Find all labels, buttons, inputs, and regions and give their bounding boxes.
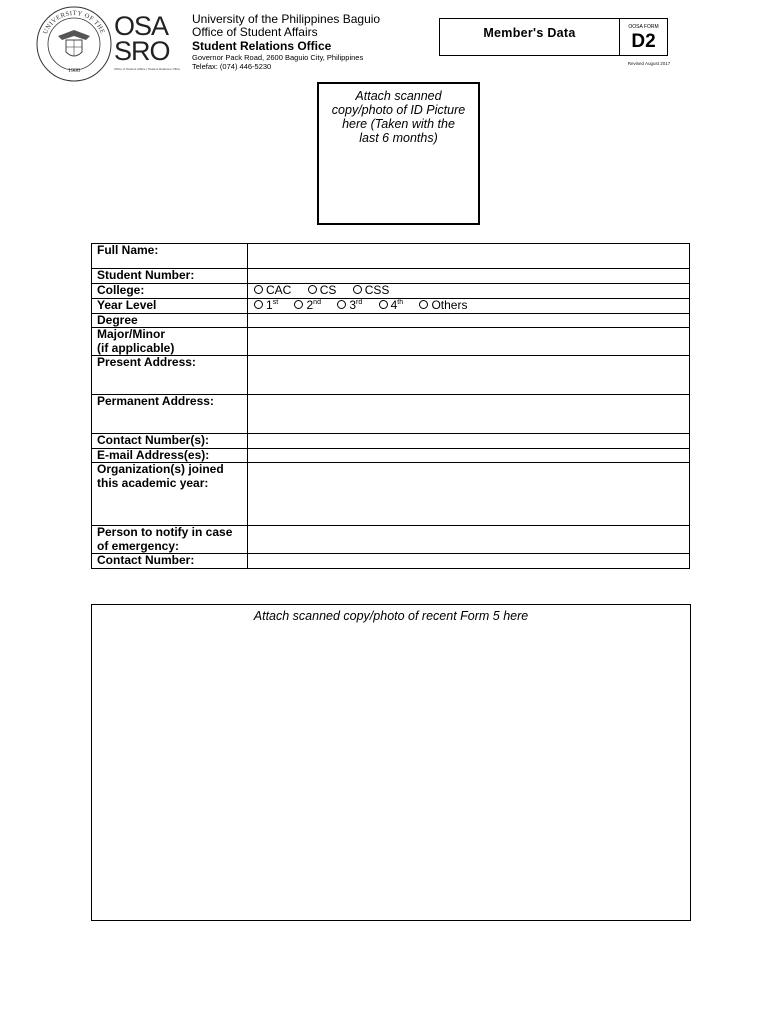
permanent-address-label: Permanent Address: (92, 395, 248, 434)
emergency-contact-field[interactable] (248, 554, 690, 569)
table-row (92, 298, 690, 313)
form5-instructions: Attach scanned copy/photo of recent Form 5 here (253, 609, 529, 623)
emergency-person-field[interactable] (248, 526, 690, 554)
college-option[interactable]: CAC (253, 284, 291, 298)
major-field[interactable] (248, 328, 690, 356)
full-name-label: Full Name: (92, 244, 248, 269)
permanent-address-field[interactable] (248, 395, 690, 434)
email-label: E-mail Address(es): (92, 448, 248, 463)
student-number-label: Student Number: (92, 269, 248, 284)
year-option[interactable]: 4th (378, 298, 404, 312)
year-option[interactable]: 1st (253, 298, 278, 312)
form-title-box (439, 18, 620, 56)
present-address-label: Present Address: (92, 356, 248, 395)
form-code-label: OOSA FORM (628, 24, 659, 30)
id-photo-placeholder[interactable] (317, 82, 480, 225)
year-option[interactable]: 3rd (336, 298, 362, 312)
table-row (92, 284, 690, 299)
college-options (248, 284, 690, 299)
osa-sro-logo (114, 11, 181, 71)
radio-icon (419, 300, 428, 309)
table-row (92, 313, 690, 328)
radio-icon (353, 285, 362, 294)
seal-year: 1908 (68, 68, 80, 74)
radio-icon (254, 300, 263, 309)
radio-icon (294, 300, 303, 309)
id-photo-instructions: Attach scanned copy/photo of ID Picture here (Taken with the last 6 months) (331, 89, 466, 145)
emergency-person-label: Person to notify in case of emergency: (92, 526, 248, 554)
form-code-box (619, 18, 668, 56)
table-row (92, 463, 690, 526)
college-option[interactable]: CS (307, 284, 337, 298)
logo-line-1: OSA (114, 11, 169, 41)
table-row (92, 356, 690, 395)
table-row (92, 328, 690, 356)
member-info-table (91, 243, 690, 569)
year-level-options (248, 298, 690, 313)
table-row (92, 244, 690, 269)
full-name-field[interactable] (248, 244, 690, 269)
form5-placeholder[interactable] (91, 604, 691, 921)
year-level-label: Year Level (92, 298, 248, 313)
table-row (92, 395, 690, 434)
table-row (92, 526, 690, 554)
major-label: Major/Minor (if applicable) (92, 328, 248, 356)
table-row (92, 269, 690, 284)
radio-icon (254, 285, 263, 294)
student-number-field[interactable] (248, 269, 690, 284)
degree-field[interactable] (248, 313, 690, 328)
office-name: Office of Student Affairs (192, 25, 318, 39)
year-option[interactable]: 2nd (293, 298, 320, 312)
form-title: Member's Data (483, 26, 576, 40)
present-address-field[interactable] (248, 356, 690, 395)
table-row (92, 434, 690, 449)
form-code: D2 (631, 31, 656, 52)
email-field[interactable] (248, 448, 690, 463)
logo-tagline: Office of Student Affairs | Student Relations Office (114, 67, 181, 71)
year-option[interactable]: Others (418, 298, 467, 312)
degree-label: Degree (92, 313, 248, 328)
logo-line-2: SRO (114, 36, 170, 66)
letterhead (192, 13, 432, 71)
table-row (92, 554, 690, 569)
radio-icon (379, 300, 388, 309)
office-telefax: Telefax: (074) 446-5230 (192, 62, 272, 71)
organizations-field[interactable] (248, 463, 690, 526)
college-option[interactable]: CSS (352, 284, 390, 298)
table-row (92, 448, 690, 463)
radio-icon (308, 285, 317, 294)
seal-ring-top: UNIVERSITY OF THE (41, 9, 107, 36)
contact-numbers-label: Contact Number(s): (92, 434, 248, 449)
contact-numbers-field[interactable] (248, 434, 690, 449)
office-address: Governor Pack Road, 2600 Baguio City, Philippines (192, 53, 364, 62)
university-seal-icon (36, 6, 112, 82)
emergency-contact-label: Contact Number: (92, 554, 248, 569)
sub-office-name: Student Relations Office (192, 39, 332, 53)
revision-note: Revised August 2017 (627, 61, 671, 66)
university-name: University of the Philippines Baguio (192, 12, 381, 26)
radio-icon (337, 300, 346, 309)
organizations-label: Organization(s) joined this academic year: (92, 463, 248, 526)
college-label: College: (92, 284, 248, 299)
